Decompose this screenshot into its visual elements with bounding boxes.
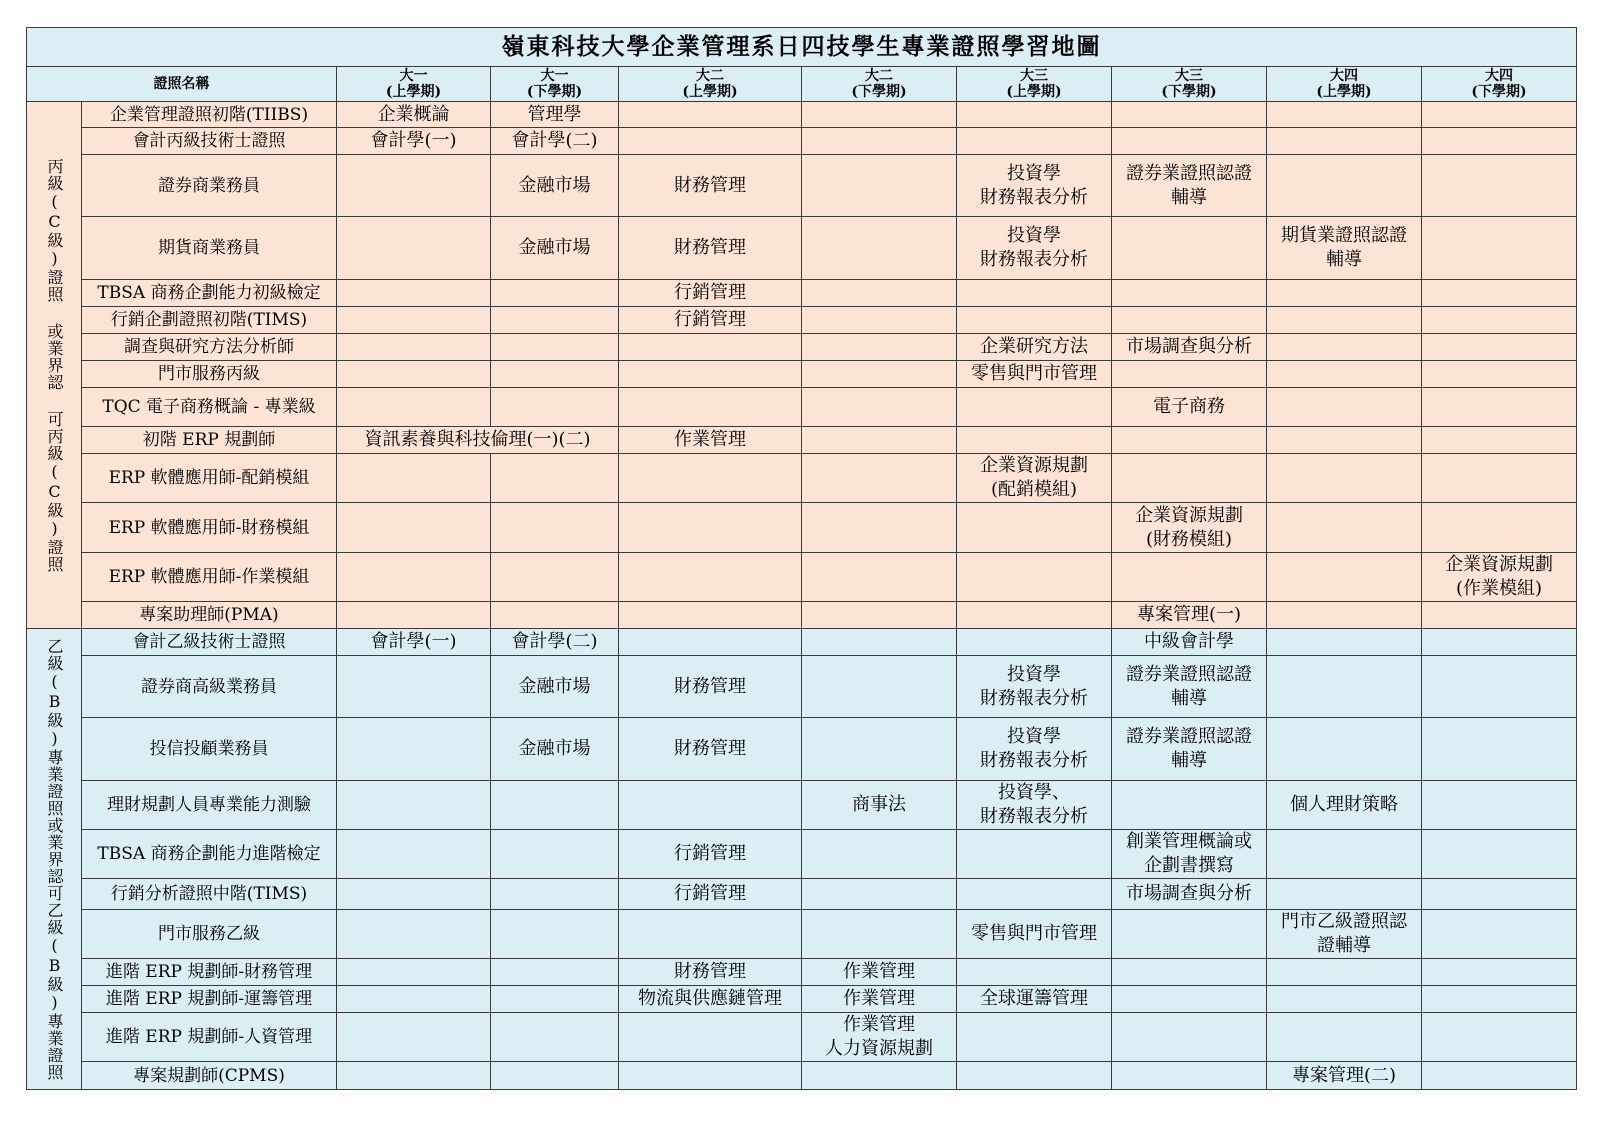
course-cell: [1267, 629, 1422, 656]
course-cell: 行銷管理: [619, 280, 802, 307]
course-cell: [957, 307, 1112, 334]
course-cell: [491, 830, 619, 879]
course-cell: [619, 454, 802, 503]
course-cell: [619, 781, 802, 830]
course-cell: [1267, 879, 1422, 910]
course-cell: [1112, 361, 1267, 388]
course-cell: [491, 280, 619, 307]
table-row: [27, 280, 1577, 307]
course-cell: 專案管理(一): [1112, 602, 1267, 629]
course-cell: [337, 986, 491, 1013]
cert-name: 進階 ERP 規劃師-運籌管理: [82, 986, 337, 1013]
course-cell: [802, 280, 957, 307]
table-row: [27, 307, 1577, 334]
course-cell: 行銷管理: [619, 307, 802, 334]
course-cell: [1422, 503, 1577, 553]
course-cell: [802, 879, 957, 910]
course-cell: [802, 830, 957, 879]
table-row: [27, 503, 1577, 553]
course-cell: [1267, 128, 1422, 155]
course-cell: [1267, 656, 1422, 718]
cert-name: 行銷企劃證照初階(TIMS): [82, 307, 337, 334]
course-cell: [337, 656, 491, 718]
course-cell: 財務管理: [619, 656, 802, 718]
course-cell: [619, 503, 802, 553]
table-row: [27, 217, 1577, 280]
header-semester: [802, 67, 957, 102]
course-cell: 企業資源規劃 (作業模組): [1422, 553, 1577, 602]
course-cell: 投資學、 財務報表分析: [957, 781, 1112, 830]
course-cell: [802, 155, 957, 217]
course-cell: 會計學(二): [491, 128, 619, 155]
course-cell: [957, 280, 1112, 307]
table-row: [27, 656, 1577, 718]
course-cell: [491, 307, 619, 334]
course-cell: [1112, 307, 1267, 334]
table-row: [27, 102, 1577, 128]
course-cell: 期貨業證照認證 輔導: [1267, 217, 1422, 280]
course-cell: 財務管理: [619, 718, 802, 781]
course-cell: [802, 553, 957, 602]
semester-year: 大二: [696, 68, 724, 84]
course-cell: [802, 1062, 957, 1090]
course-cell: 證券業證照認證 輔導: [1112, 718, 1267, 781]
table-row: [27, 427, 1577, 454]
course-cell: [1112, 959, 1267, 986]
course-cell: [619, 910, 802, 959]
semester-year: 大四: [1485, 68, 1513, 84]
course-cell: [1422, 910, 1577, 959]
course-cell: [1422, 334, 1577, 361]
course-cell: 門市乙級證照認 證輔導: [1267, 910, 1422, 959]
course-cell: 作業管理: [802, 959, 957, 986]
course-cell: [1112, 910, 1267, 959]
course-cell: 企業概論: [337, 102, 491, 128]
course-cell: [491, 910, 619, 959]
course-cell: [1112, 781, 1267, 830]
course-cell: [337, 155, 491, 217]
course-cell: [1112, 553, 1267, 602]
table-row: [27, 1062, 1577, 1090]
cert-name: 專案助理師(PMA): [82, 602, 337, 629]
course-cell: [491, 503, 619, 553]
course-cell: 財務管理: [619, 155, 802, 217]
course-cell: [1422, 102, 1577, 128]
course-cell: 企業資源規劃 (財務模組): [1112, 503, 1267, 553]
course-cell: 物流與供應鏈管理: [619, 986, 802, 1013]
cert-name: 理財規劃人員專業能力測驗: [82, 781, 337, 830]
semester-year: 大二: [865, 68, 893, 84]
course-cell: [491, 1013, 619, 1062]
group-c-section: [27, 102, 1577, 629]
course-cell: [1422, 781, 1577, 830]
course-cell: 行銷管理: [619, 879, 802, 910]
course-cell: 全球運籌管理: [957, 986, 1112, 1013]
course-cell: 會計學(一): [337, 629, 491, 656]
course-cell: [1422, 879, 1577, 910]
course-cell: 電子商務: [1112, 388, 1267, 427]
course-cell: [619, 388, 802, 427]
course-cell: 零售與門市管理: [957, 910, 1112, 959]
course-cell: [619, 629, 802, 656]
semester-year: 大一: [540, 68, 569, 84]
course-cell: [337, 361, 491, 388]
course-cell: [957, 102, 1112, 128]
course-cell: [1422, 602, 1577, 629]
course-cell: [1422, 959, 1577, 986]
cert-name: TBSA 商務企劃能力初級檢定: [82, 280, 337, 307]
table-row: [27, 718, 1577, 781]
course-cell: [802, 388, 957, 427]
table-row: [27, 388, 1577, 427]
semester-year: 大一: [399, 68, 428, 84]
header-semester: [957, 67, 1112, 102]
course-cell: 市場調查與分析: [1112, 334, 1267, 361]
course-cell: [1267, 454, 1422, 503]
table-row: [27, 602, 1577, 629]
course-cell: 管理學: [491, 102, 619, 128]
header-semester: [619, 67, 802, 102]
course-cell: [1112, 1013, 1267, 1062]
course-cell: [1267, 986, 1422, 1013]
table-row: [27, 986, 1577, 1013]
course-cell: [1267, 334, 1422, 361]
course-cell: [1267, 1013, 1422, 1062]
course-cell: [491, 361, 619, 388]
course-cell: [491, 879, 619, 910]
course-cell: 商事法: [802, 781, 957, 830]
cert-name: 進階 ERP 規劃師-人資管理: [82, 1013, 337, 1062]
course-cell: [337, 830, 491, 879]
header-semester: [491, 67, 619, 102]
header-semester: [1422, 67, 1577, 102]
course-cell: [337, 1062, 491, 1090]
cert-name: 投信投顧業務員: [82, 718, 337, 781]
course-cell: [491, 959, 619, 986]
header-semester: [337, 67, 491, 102]
table-row: [27, 830, 1577, 879]
course-cell: [619, 102, 802, 128]
course-cell: [1422, 830, 1577, 879]
course-cell: 作業管理: [619, 427, 802, 454]
semester-term: (上學期): [1316, 84, 1372, 100]
course-cell: [1422, 1013, 1577, 1062]
course-cell: [802, 454, 957, 503]
course-cell: [1422, 128, 1577, 155]
cert-name: 進階 ERP 規劃師-財務管理: [82, 959, 337, 986]
header-semester: [1267, 67, 1422, 102]
cert-name: 初階 ERP 規劃師: [82, 427, 337, 454]
table-row: [27, 128, 1577, 155]
course-cell: 金融市場: [491, 656, 619, 718]
course-cell: [957, 553, 1112, 602]
course-cell: 金融市場: [491, 217, 619, 280]
cert-name: ERP 軟體應用師-作業模組: [82, 553, 337, 602]
course-cell: [957, 1013, 1112, 1062]
course-cell: [491, 334, 619, 361]
course-cell: [619, 1013, 802, 1062]
course-cell: [1267, 280, 1422, 307]
course-cell: [802, 910, 957, 959]
semester-term: (下學期): [1161, 84, 1217, 100]
course-cell: [1422, 629, 1577, 656]
semester-term: (下學期): [526, 84, 583, 100]
cert-name: TBSA 商務企劃能力進階檢定: [82, 830, 337, 879]
cert-name: ERP 軟體應用師-配銷模組: [82, 454, 337, 503]
course-cell: [957, 427, 1112, 454]
course-cell: [1422, 427, 1577, 454]
page-title: 嶺東科技大學企業管理系日四技學生專業證照學習地圖: [27, 28, 1577, 67]
course-cell: [1112, 427, 1267, 454]
course-cell: 零售與門市管理: [957, 361, 1112, 388]
course-cell: [1267, 553, 1422, 602]
table-row: [27, 879, 1577, 910]
course-cell: [1267, 388, 1422, 427]
cert-name: 行銷分析證照中階(TIMS): [82, 879, 337, 910]
course-cell: [491, 1062, 619, 1090]
course-cell: [1422, 155, 1577, 217]
course-cell: [957, 602, 1112, 629]
course-cell: [1267, 718, 1422, 781]
course-cell: [802, 656, 957, 718]
course-cell: [802, 128, 957, 155]
course-cell: [957, 629, 1112, 656]
course-cell: [337, 334, 491, 361]
course-cell: 證券業證照認證 輔導: [1112, 656, 1267, 718]
course-cell: [1112, 986, 1267, 1013]
course-cell: 投資學 財務報表分析: [957, 718, 1112, 781]
course-cell: [619, 334, 802, 361]
course-cell: [337, 217, 491, 280]
course-cell: [802, 602, 957, 629]
course-cell: [957, 503, 1112, 553]
course-cell: [802, 503, 957, 553]
course-cell: 投資學 財務報表分析: [957, 656, 1112, 718]
course-cell: [337, 553, 491, 602]
course-cell: 財務管理: [619, 959, 802, 986]
course-cell: 投資學 財務報表分析: [957, 155, 1112, 217]
semester-term: (上學期): [1006, 84, 1062, 100]
table-row: [27, 361, 1577, 388]
course-cell: 會計學(二): [491, 629, 619, 656]
course-cell: [802, 629, 957, 656]
course-cell: 會計學(一): [337, 128, 491, 155]
course-cell: [1112, 128, 1267, 155]
course-cell: [337, 602, 491, 629]
header-cert-name: 證照名稱: [27, 67, 337, 102]
course-cell: [337, 503, 491, 553]
course-cell: [337, 718, 491, 781]
group-label: 丙級(C級)證照 或業界認 可丙級(C級)證照: [27, 102, 82, 629]
cert-name: 專案規劃師(CPMS): [82, 1062, 337, 1090]
course-cell: [1267, 602, 1422, 629]
semester-term: (下學期): [851, 84, 907, 100]
semester-term: (上學期): [682, 84, 738, 100]
course-cell: [491, 602, 619, 629]
course-cell: [337, 388, 491, 427]
course-cell: [957, 388, 1112, 427]
course-cell: [1422, 217, 1577, 280]
semester-year: 大三: [1020, 68, 1048, 84]
course-cell: [1112, 217, 1267, 280]
course-cell: 專案管理(二): [1267, 1062, 1422, 1090]
course-cell: [1267, 427, 1422, 454]
course-cell: [337, 879, 491, 910]
course-cell: [619, 602, 802, 629]
course-cell: 作業管理: [802, 986, 957, 1013]
course-cell: [1422, 718, 1577, 781]
course-cell: [1422, 656, 1577, 718]
course-cell: [1112, 454, 1267, 503]
table-row: [27, 334, 1577, 361]
course-cell: [337, 910, 491, 959]
course-cell: [337, 781, 491, 830]
course-cell: [1267, 503, 1422, 553]
cert-name: 門市服務丙級: [82, 361, 337, 388]
course-cell: 企業研究方法: [957, 334, 1112, 361]
course-cell: [337, 1013, 491, 1062]
course-cell: [337, 959, 491, 986]
course-cell: 金融市場: [491, 155, 619, 217]
course-cell: 投資學 財務報表分析: [957, 217, 1112, 280]
course-cell: [1112, 1062, 1267, 1090]
certification-map-table: [26, 27, 1577, 1090]
course-cell: [491, 388, 619, 427]
table-row: [27, 959, 1577, 986]
header-semester: [1112, 67, 1267, 102]
table-row: [27, 553, 1577, 602]
course-cell: [1422, 1062, 1577, 1090]
semester-year: 大四: [1330, 68, 1358, 84]
course-cell: [1112, 280, 1267, 307]
course-cell: [619, 553, 802, 602]
course-cell: [491, 781, 619, 830]
course-cell: [619, 361, 802, 388]
course-cell: [1267, 959, 1422, 986]
course-cell: [491, 454, 619, 503]
course-cell: [957, 128, 1112, 155]
course-cell: [802, 102, 957, 128]
course-cell: [1422, 388, 1577, 427]
course-cell: [802, 361, 957, 388]
course-cell-span: 資訊素養與科技倫理(一)(二): [337, 427, 619, 454]
course-cell: 創業管理概論或 企劃書撰寫: [1112, 830, 1267, 879]
cert-name: 證券商高級業務員: [82, 656, 337, 718]
table-row: [27, 155, 1577, 217]
cert-name: ERP 軟體應用師-財務模組: [82, 503, 337, 553]
course-cell: 中級會計學: [1112, 629, 1267, 656]
cert-name: 門市服務乙級: [82, 910, 337, 959]
course-cell: [957, 879, 1112, 910]
course-cell: [1422, 454, 1577, 503]
course-cell: [619, 1062, 802, 1090]
group-label: 乙級(B級)專業證照或業界認可乙級(B級)專業證照: [27, 629, 82, 1090]
course-cell: 行銷管理: [619, 830, 802, 879]
course-cell: [1422, 986, 1577, 1013]
table-row: [27, 781, 1577, 830]
cert-name: TQC 電子商務概論 - 專業級: [82, 388, 337, 427]
course-cell: [802, 334, 957, 361]
course-cell: 企業資源規劃 (配銷模組): [957, 454, 1112, 503]
certification-map-sheet: [26, 27, 1575, 1090]
course-cell: [337, 280, 491, 307]
course-cell: [957, 830, 1112, 879]
course-cell: 個人理財策略: [1267, 781, 1422, 830]
course-cell: 證券業證照認證 輔導: [1112, 155, 1267, 217]
semester-term: (上學期): [385, 84, 442, 100]
semester-year: 大三: [1175, 68, 1203, 84]
course-cell: [1422, 280, 1577, 307]
cert-name: 會計丙級技術士證照: [82, 128, 337, 155]
course-cell: [1422, 361, 1577, 388]
course-cell: [491, 986, 619, 1013]
course-cell: [1267, 830, 1422, 879]
group-b-section: [27, 629, 1577, 1090]
course-cell: [1267, 155, 1422, 217]
course-cell: [802, 718, 957, 781]
course-cell: [1267, 361, 1422, 388]
cert-name: 會計乙級技術士證照: [82, 629, 337, 656]
course-cell: [802, 427, 957, 454]
course-cell: [1422, 307, 1577, 334]
course-cell: [957, 959, 1112, 986]
course-cell: 市場調查與分析: [1112, 879, 1267, 910]
table-row: [27, 629, 1577, 656]
course-cell: [619, 128, 802, 155]
course-cell: [1267, 102, 1422, 128]
course-cell: [337, 454, 491, 503]
course-cell: [957, 1062, 1112, 1090]
course-cell: 財務管理: [619, 217, 802, 280]
cert-name: 調查與研究方法分析師: [82, 334, 337, 361]
cert-name: 證券商業務員: [82, 155, 337, 217]
course-cell: [337, 307, 491, 334]
course-cell: [802, 217, 957, 280]
table-row: [27, 1013, 1577, 1062]
course-cell: 金融市場: [491, 718, 619, 781]
course-cell: [1267, 307, 1422, 334]
course-cell: [1112, 102, 1267, 128]
table-row: [27, 454, 1577, 503]
cert-name: 企業管理證照初階(TIIBS): [82, 102, 337, 128]
course-cell: 作業管理 人力資源規劃: [802, 1013, 957, 1062]
course-cell: [491, 553, 619, 602]
table-row: [27, 910, 1577, 959]
cert-name: 期貨商業務員: [82, 217, 337, 280]
course-cell: [802, 307, 957, 334]
semester-term: (下學期): [1471, 84, 1527, 100]
